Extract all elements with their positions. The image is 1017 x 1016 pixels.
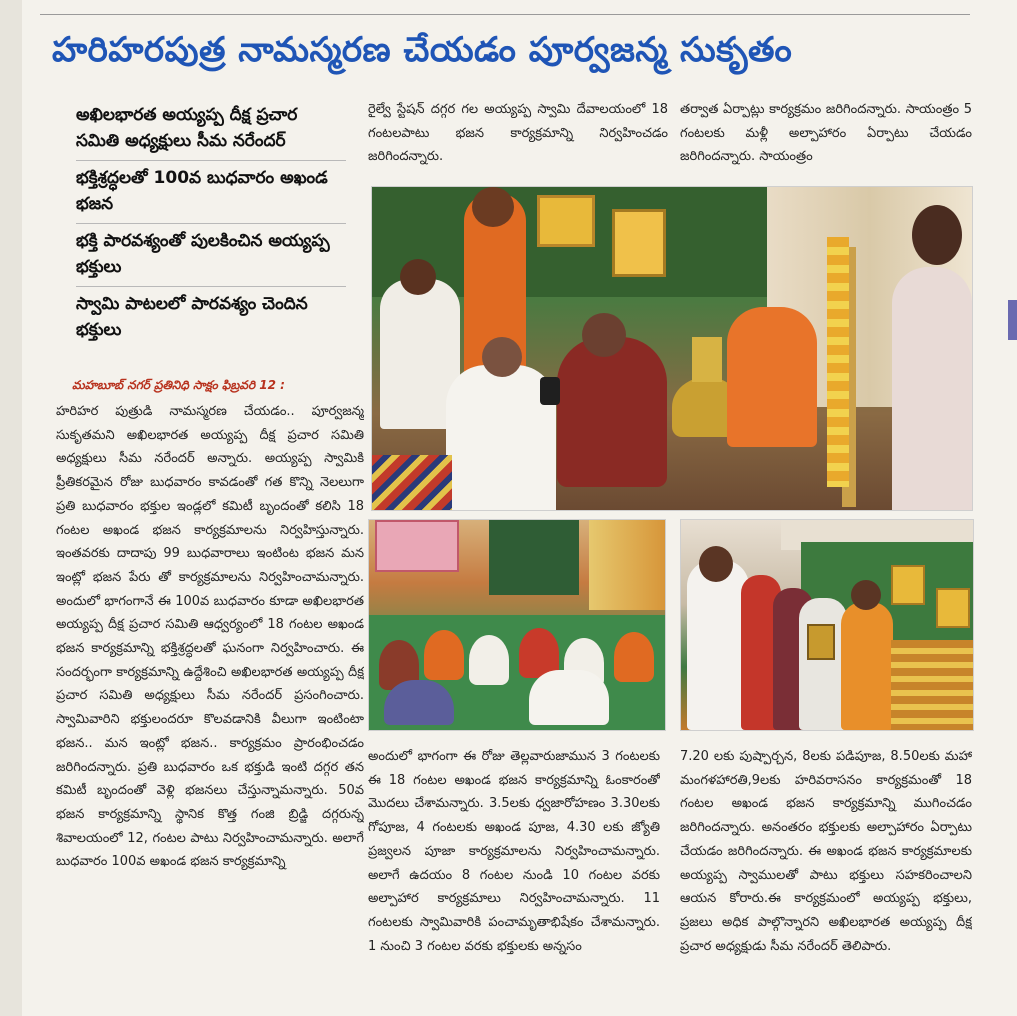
article-column-2-top: రైల్వే స్టేషన్ దగ్గర గల అయ్యప్ప స్వామి దేవాలయంలో 18 గంటలపాటు భజన కార్యక్రమాన్ని నిర్వహించడం జరిగిందన్నారు. [368, 102, 668, 165]
highlights-box [76, 98, 346, 349]
article-column-3-top: తర్వాత ఏర్పాట్లు కార్యక్రమం జరిగిందన్నారు. సాయంత్రం 5 గంటలకు మళ్లీ అల్పాహారం ఏర్పాటు చేయడం జరిగిందన్నారు. సాయంత్రం [680, 102, 972, 165]
page-margin-strip [0, 0, 22, 1016]
devotees-photo [368, 519, 666, 731]
dateline: మహబూబ్ నగర్ ప్రతినిధి సాక్షం ఫిబ్రవరి 12 : [72, 378, 285, 392]
article-column-4: అందులో భాగంగా ఈ రోజు తెల్లవారుజామున 3 గంటలకు ఈ 18 గంటల అఖండ భజన కార్యక్రమాన్ని ఓంకారంతో మొదలు చేశామన్నారు. 3.5లకు ధ్వజారోహణం 3.30లకు గోపూజ, 4 గంటలకు అఖండ పూజ, 4.30 లకు జ్యోతి ప్రజ్వలన పూజా కార్యక్రమాలను నిర్వహించామన్నారు. అలాగే ఉదయం 8 గంటల నుండి 10 గంటల వరకు అల్పాహార కార్యక్రమాలు నిర్వహించామన్నారు. 11 గంటలకు స్వామివారికి పంచామృతాభిషేకం చేశామన్నారు. 1 నుంచి 3 గంటల వరకు భక్తులకు అన్నసం [368, 749, 660, 954]
highlight-item: భక్తి పారవశ్యంతో పులకించిన అయ్యప్ప భక్తులు [76, 224, 346, 287]
article-column-1: హరిహర పుత్రుడి నామస్మరణ చేయడం.. పూర్వజన్మ సుకృతమని అఖిలభారత అయ్యప్ప దీక్ష ప్రచార సమితి అధ్యక్షులు సీమ నరేందర్ అన్నారు. అయ్యప్ప స్వామికి ప్రీతికరమైన రోజు బుధవారం కావడంతో గత కొన్ని నెలలుగా ప్రతి బుధవారం భక్తుల ఇండ్లలో కమిటీ బృందంతో కలిసి 18 గంటల అఖండ భజన కార్యక్రమాలను నిర్వహిస్తున్నారు. ఇంతవరకు దాదాపు 99 బుధవారాలు ఇంటింట భజన మన ఇంట్లో భజన పేరు తో కార్యక్రమాలను నిర్వహించామన్నారు. అందులో భాగంగానే ఈ 100వ బుధవారం కూడా అఖిలభారత అయ్యప్ప దీక్ష ప్రచార సమితి ఆధ్వర్యంలో 18 గంటల అఖండ భజన కార్యక్రమాన్ని భక్తిశ్రద్ధలతో ఘనంగా నిర్వహించారు. ఈ సందర్భంగా కార్యక్రమాన్ని ఉద్దేశించి అఖిలభారత అయ్యప్ప దీక్ష ప్రచార సమితి అధ్యక్షులు సీమ నరేందర్ ప్రసంగించారు. స్వామివారిని భక్తులందరూ కొలవడానికి వీలుగా ఇంటింటా భజన.. మన ఇంట్లో భజన.. కార్యక్రమం ప్రారంభించడం జరిగిందన్నారు. ప్రతి బుధవారం ఒక భక్తుడి ఇంటి దగ్గర తన కమిటీ బృందంతో వెళ్లి భజనలు చేస్తున్నామన్నారు. 50వ భజన కార్యక్రమాన్ని స్థానిక కొత్త గంజి బ్రిడ్జి దగ్గరున్న శివాలయంలో 12, గంటల పాటు నిర్వహించామన్నారు. అలాగే బుధవారం 100వ అఖండ భజన కార్యక్రమాన్ని [56, 404, 364, 870]
article-column-5: 7.20 లకు పుష్పార్చన, 8లకు పడిపూజ, 8.50లకు మహా మంగళహారతి,9లకు హరివరాసనం కార్యక్రమంతో 18 గంటల అఖండ భజన కార్యక్రమాన్ని ముగించడం జరిగిందన్నారు. అనంతరం భక్తులకు అల్పాహారం ఏర్పాటు చేయడం జరిగిందన్నారు. ఈ అఖండ భజన కార్యక్రమాలకు అయ్యప్ప స్వాములతో పాటు భక్తులు సహకరించాలని ఆయన కోరారు.ఈ కార్యక్రమంలో అయ్యప్ప భక్తులు, ప్రజలు అధిక పాల్గొన్నారని అఖిలభారత అయ్యప్ప దీక్ష ప్రచార అధ్యక్షుడు సీమ నరేందర్ తెలిపారు. [680, 749, 972, 954]
highlight-item: భక్తిశ్రద్ధలతో 100వ బుధవారం అఖండ భజన [76, 161, 346, 224]
headline: హరిహరపుత్ర నామస్మరణ చేయడం పూర్వజన్మ సుకృతం [52, 30, 793, 70]
highlight-item: స్వామి పాటలలో పారవశ్యం చెందిన భక్తులు [76, 294, 308, 340]
main-photo [371, 186, 973, 511]
top-rule [40, 14, 970, 15]
highlight-item: అఖిలభారత అయ్యప్ప దీక్ష ప్రచార సమితి అధ్యక్షులు సీమ నరేందర్ [76, 98, 346, 161]
felicitation-photo [680, 519, 974, 731]
edge-marker [1008, 300, 1017, 340]
